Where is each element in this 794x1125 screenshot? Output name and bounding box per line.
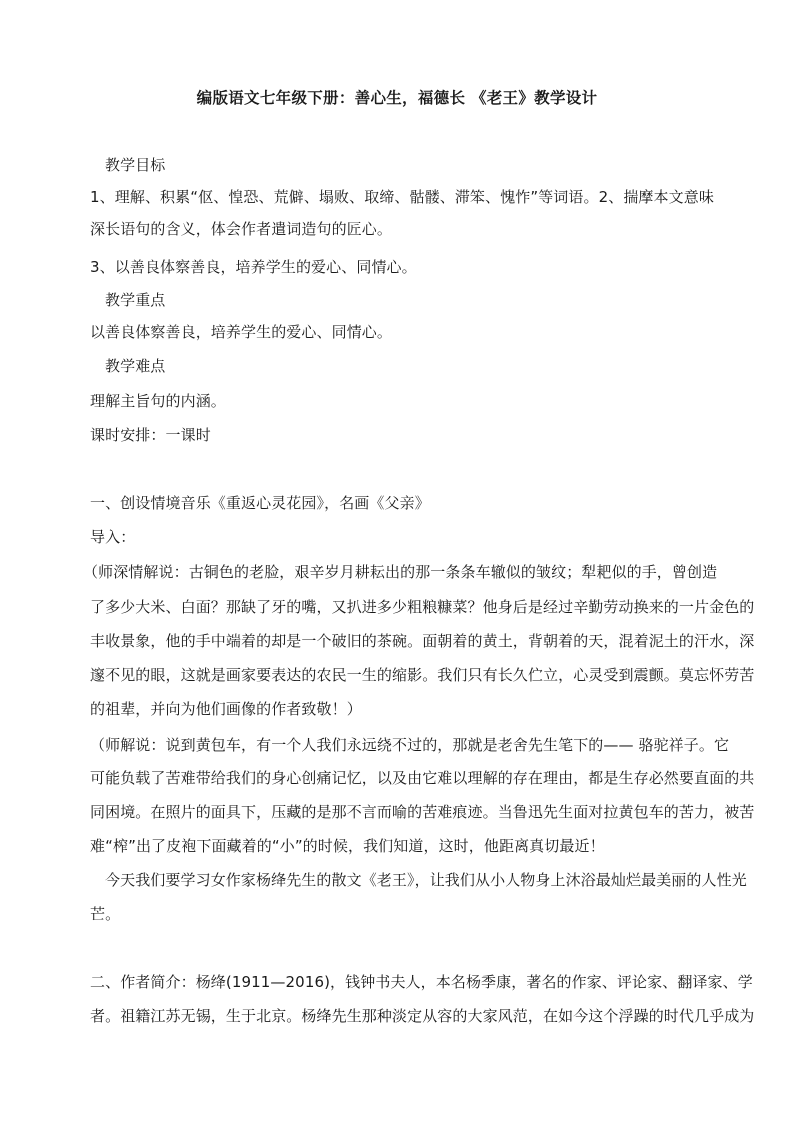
para-1-line-1: （师深情解说：古铜色的老脸，艰辛岁月耕耘出的那一条条车辙似的皱纹；犁耙似的手，曾创造 (83, 563, 718, 581)
para-1-line-2: 了多少大米、白面？那缺了牙的嘴，又扒进多少粗粮糠菜？他身后是经过辛勤劳动换来的一片金色的 (90, 598, 755, 616)
para-3-line-2: 芒。 (90, 905, 121, 923)
goals-heading: 教学目标 (105, 156, 166, 174)
difficulty-heading: 教学难点 (105, 357, 166, 375)
focus-text: 以善良体察善良，培养学生的爱心、同情心。 (90, 323, 393, 341)
section-2-line-1: 二、作者简介：杨绛(1911—2016)，钱钟书夫人，本名杨季康，著名的作家、评论家、翻译家、学 (90, 973, 753, 991)
para-2-line-1: （师解说：说到黄包车，有一个人我们永远绕不过的，那就是老舍先生笔下的—— 骆驼祥子。它 (90, 736, 730, 754)
para-1-line-5: 的祖辈，并向为他们画像的作者致敬！） (90, 700, 362, 718)
focus-heading: 教学重点 (105, 291, 166, 309)
para-1-line-4: 邃不见的眼，这就是画家要表达的农民一生的缩影。我们只有长久伫立，心灵受到震颤。莫忘怀劳苦 (90, 666, 755, 684)
para-2-line-4: 难“榨”出了皮袍下面藏着的“小”的时候，我们知道，这时，他距离真切最近！ (90, 837, 605, 855)
intro-label: 导入： (90, 528, 136, 546)
page-title: 编版语文七年级下册：善心生，福德长 《老王》教学设计 (196, 89, 598, 107)
schedule: 课时安排：一课时 (90, 426, 211, 444)
section-1-heading: 一、创设情境音乐《重返心灵花园》，名画《父亲》 (90, 494, 430, 512)
para-2-line-2: 可能负载了苦难带给我们的身心创痛记忆，以及由它难以理解的存在理由，都是生存必然要直面的共 (90, 769, 755, 787)
goal-1-line-1: 1、理解、积累“伛、惶恐、荒僻、塌败、取缔、骷髅、滞笨、愧怍”等词语。2、揣摩本文意味 (90, 188, 714, 206)
section-2-line-2: 者。祖籍江苏无锡，生于北京。杨绛先生那种淡定从容的大家风范，在如今这个浮躁的时代几乎成为 (90, 1007, 755, 1025)
para-3-line-1: 今天我们要学习女作家杨绛先生的散文《老王》，让我们从小人物身上沐浴最灿烂最美丽的人性光 (105, 871, 747, 889)
para-2-line-3: 同困境。在照片的面具下，压藏的是那不言而喻的苦难痕迹。当鲁迅先生面对拉黄包车的苦力，被苦 (90, 803, 755, 821)
goal-1-line-2: 深长语句的含义，体会作者遣词造句的匠心。 (90, 220, 393, 238)
para-1-line-3: 丰收景象，他的手中端着的却是一个破旧的茶碗。面朝着的黄土，背朝着的天，混着泥土的汗水，深 (90, 632, 755, 650)
difficulty-text: 理解主旨句的内涵。 (90, 392, 226, 410)
goal-3: 3、以善良体察善良，培养学生的爱心、同情心。 (90, 258, 417, 276)
